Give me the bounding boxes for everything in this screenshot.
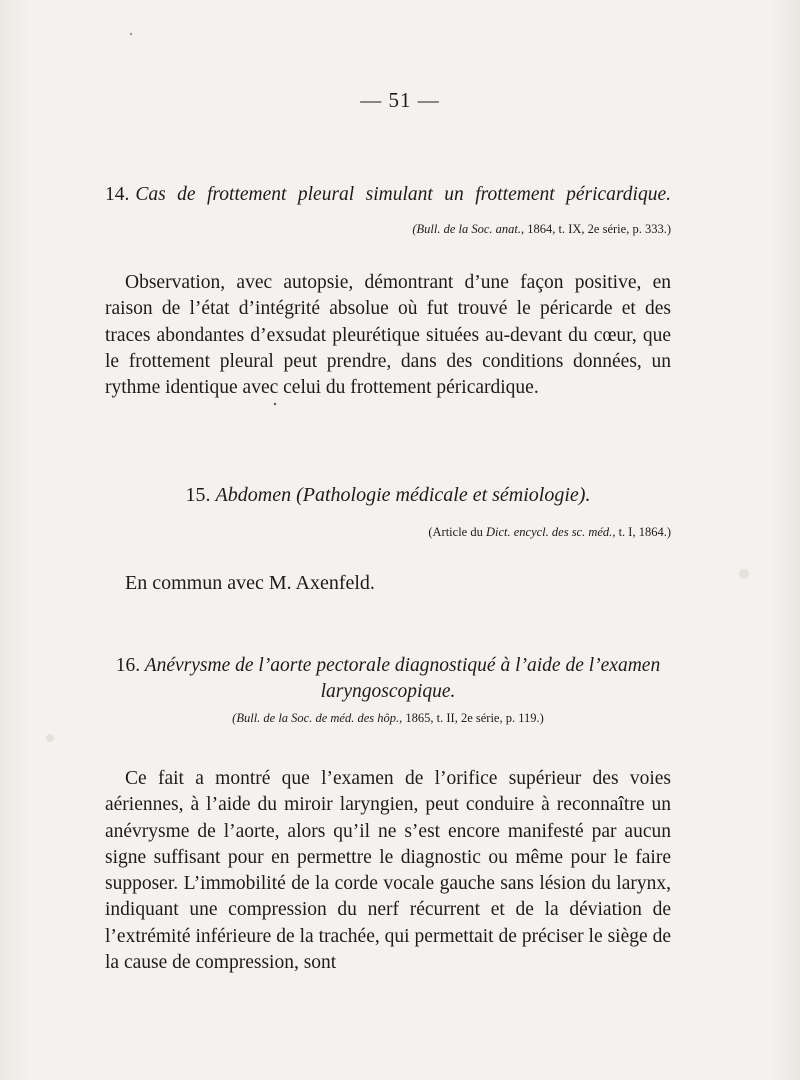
entry-15-title [105, 482, 671, 508]
entry-15-citation-source: Dict. encycl. des sc. méd. [485, 525, 613, 539]
entry-16-citation-rest: , 1865, t. II, 2e série, p. 119.) [399, 711, 544, 725]
paper-speck [46, 734, 54, 742]
entry-16-citation [105, 709, 671, 727]
entry-14-number: 14. [105, 184, 130, 205]
entry-16-body: Ce fait a montré que l’examen de l’orifice supérieur des voies aériennes, à l’aide du miroir laryngien, peut conduire à reconnaître un anévrysme de l’aorte, alors qu’il ne s’est encore manifesté par aucun signe suffisant pour en permettre le diagnostic ou même pour le faire supposer. L’immobilité de la corde vocale gauche sans lésion du larynx, indiquant une compression du nerf récurrent et de la déviation de l’extrémité inférieure de la trachée, qui permettait de préciser le siège de la cause de compression, sont [105, 768, 671, 974]
entry-14-citation-rest: , 1864, t. IX, 2e série, p. 333.) [521, 222, 671, 236]
entry-16-citation-source: (Bull. de la Soc. de méd. des hôp. [232, 711, 400, 725]
page-number: — 51 — [360, 88, 440, 112]
entry-16-title-line2: laryngoscopique. [320, 681, 456, 702]
entry-14-body: Observation, avec autopsie, démontrant d’une façon positive, en raison de l’état d’intégrité absolue où fut trouvé le péricarde et des traces abondantes d’exsudat pleurétique situées au-devant du cœur, que le frottement pleural peut prendre, dans des conditions données, un rythme identique avec celui du frottement péricardique. [105, 272, 671, 399]
entry-14-citation-source: (Bull. de la Soc. anat. [412, 222, 522, 236]
entry-16-number: 16. [115, 655, 141, 676]
entry-14-title-text: Cas de frottement pleural simulant un frottement péricardique. [135, 184, 671, 205]
paper-speck [274, 403, 276, 405]
entry-14-title [105, 182, 671, 207]
entry-14-citation [105, 220, 671, 238]
entry-15-number: 15. [185, 484, 211, 506]
entry-16-title [105, 653, 671, 705]
paper-speck [130, 33, 132, 35]
entry-15-body: En commun avec M. Axenfeld. [125, 572, 375, 594]
entry-16-title-line1: Anévrysme de l’aorte pectorale diagnostiqué à l’aide de l’examen [144, 655, 661, 676]
paper-speck [739, 569, 749, 579]
entry-15-citation-rest: , t. I, 1864.) [612, 525, 671, 539]
entry-15-title-text: Abdomen (Pathologie médicale et sémiologie). [215, 484, 591, 506]
entry-15-citation [105, 523, 671, 541]
entry-15-citation-prefix: (Article du [428, 525, 486, 539]
